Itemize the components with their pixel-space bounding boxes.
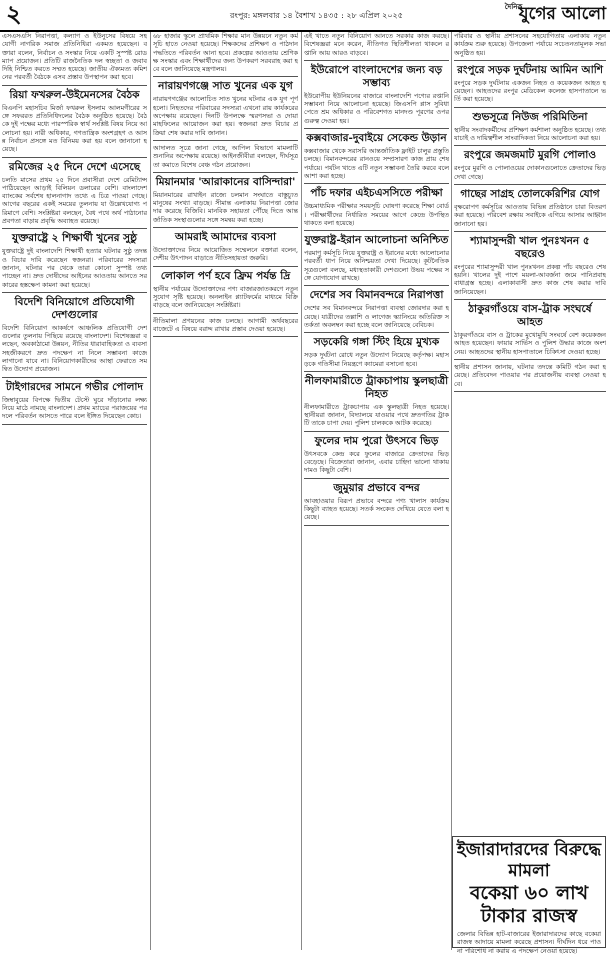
article [304,32,449,61]
divider [304,230,449,231]
divider [304,525,449,526]
article-body: নীতিমালা প্রণয়নের কাজ চলছে। আগামী অর্থবছরের বাজেটে এ বিষয়ে বরাদ্দ রাখার প্রস্তাব দেওয়া হয়েছে। [153,316,298,333]
article-body: স্থানীয় সংবাদকর্মীদের প্রশিক্ষণ কর্মশালা অনুষ্ঠিত হয়েছে। তথ্য যাচাই ও দায়িত্বশীল সাংবাদিকতা নিয়ে আলোচনা করা হয়। [454,125,606,143]
article-body: সড়ক দুর্ঘটনা রোধে নতুন উদ্যোগ নিয়েছে কর্তৃপক্ষ। মহাসড়কে গতিসীমা নিয়ন্ত্রণে ক্যামেরা বসানো হবে। [304,351,449,368]
article [304,187,449,231]
article-headline: রিয়া ফখরুল-উইমেনসের বৈঠক [9,88,140,101]
divider [2,157,147,158]
divider [153,227,298,228]
article-body: উচ্চমাধ্যমিক পরীক্ষার সময়সূচি ঘোষণা করেছে শিক্ষা বোর্ড। পরীক্ষার্থীদের নির্ধারিত সময়ের আগে কেন্দ্রে উপস্থিত থাকতে বলা হয়েছে। [304,202,449,227]
divider [153,313,298,314]
article-headline: ঠাকুরগাঁওয়ে বাস-ট্রাক সংঘর্ষে আহত [468,303,592,329]
article-body: নীলফামারীতে ট্রাকচাপায় এক স্কুলছাত্রী নিহত হয়েছে। স্থানীয়রা জানান, বিদ্যালয়ে যাওয়ার পথে দ্রুতগতির ট্রাকটি তাকে চাপা দেয়। পুলিশ চালককে আটক করেছে। [304,402,449,428]
featured-body: জেলার বিভিন্ন হাট-বাজারের ইজারাদারদের কাছে বকেয়া রাজস্ব আদায়ে মামলা করেছে প্রশাসন। দীর্ঘদিন ধরে পাওনা পরিশোধ না করায় এ পদক্ষেপ নেওয়া হয়েছে। [457,930,601,955]
article-headline: লোকাল পর্ণ হবে ফ্রিম পর্যন্ত দ্রি [160,269,291,282]
article-body: আবহাওয়ার বিরূপ প্রভাবে বন্দরে পণ্য খালাস কার্যক্রম কিছুটা ব্যাহত হয়েছে। সতর্ক সংকেত দেখিয়ে যেতে বলা হয়েছে। [304,496,449,522]
article-body: যুক্তরাষ্ট্রে দুই বাংলাদেশি শিক্ষার্থী হত্যার ঘটনার সুষ্ঠু তদন্ত ও বিচার দাবি করেছেন স্বজনরা। পরিবারের সদস্যরা জানান, ঘটনার পর থেকে তারা কোনো সুস্পষ্ট তথ্য পাচ্ছেন না। দ্রুত দোষীদের আইনের আওতায় আনতে সরকারের হস্তক্ষেপ কামনা করা হয়েছে। [2,247,147,289]
divider [2,292,147,293]
divider [454,299,606,300]
article-headline: রংপুরে জমজমাট মুরগি পোলাও [463,149,597,162]
divider [454,359,606,360]
article-headline: গাছের সাগ্রহ তোলকেরিশির যোগ [460,187,600,200]
column-2 [153,32,298,950]
article-headline: ইউরোপে বাংলাদেশের জন্য বড় সম্ভাব্য [310,63,443,89]
dateline: রংপুর: মঙ্গলবার ১৪ বৈশাখ ১৪৩৫ : ২৮ এপ্রিল ২০২৫ [230,11,403,20]
article-headline: নারায়ণগঞ্জে সাত খুনের এক যুগ [158,80,293,93]
article-body: স্থানীয় পর্যায়ের উদ্যোক্তাদের পণ্য বাজারজাতকরণে নতুন সুযোগ সৃষ্টি হয়েছে। অনলাইন প্ল্যাটফর্মের মাধ্যমে বিক্রি বাড়ছে বলে জানিয়েছেন সংশ্লিষ্টরা। [153,284,298,310]
article-body: রংপুরে মুরগি ও পোলাওয়ের দোকানগুলোতে ক্রেতাদের ভিড় দেখা গেছে। [454,164,606,181]
page-header [0,0,610,32]
divider [153,266,298,267]
divider [454,391,606,392]
divider [2,85,147,86]
article [454,149,606,185]
divider [304,431,449,432]
article [304,336,449,372]
divider [304,183,449,184]
article-body: রংপুরের শ্যামাসুন্দরী খাল পুনঃখনন প্রকল্প পাঁচ বছরেও শেষ হয়নি। খালের দুই পাশে ময়লা-আবর্জনা জমে পানিপ্রবাহ বাধাগ্রস্ত হচ্ছে। এলাকাবাসী দ্রুত কাজ শেষ করার দাবি জানিয়েছেন। [454,262,606,296]
article [153,176,298,228]
divider [454,145,606,146]
article-headline: সড়কেরি গঙ্গা স্টিং হিয়ে মুখ্যক [313,336,440,349]
article-headline: পাঁচ দফার এইচএসসিতে পরীক্ষা [310,187,443,200]
article-body: জিম্বাবুয়ের বিপক্ষে দ্বিতীয় টেস্টে ঘুরে দাঁড়ানোর লক্ষ্য নিয়ে মাঠে নামছে বাংলাদেশ। প্রথম ম্যাচের পরাজয়ের পর দলে পরিবর্তন আসতে পারে বলে ইঙ্গিত দিয়েছেন কোচ। [2,395,147,421]
article-headline: দেশের সব বিমানবন্দরে নিরাপত্তা [309,289,444,302]
article [2,381,147,425]
article-headline: আমরাই আমাদের ব্যবসা [174,231,277,244]
divider [304,332,449,333]
article-body: ইউরোপীয় ইউনিয়নের বাজারে বাংলাদেশি পণ্যের রপ্তানি সম্ভাবনা নিয়ে আলোচনা হয়েছে। জিএসপি প্লাস সুবিধা পেতে শ্রম অধিকার ও পরিবেশগত মানদণ্ড পূরণের ওপর গুরুত্ব দেওয়া হয়। [304,91,449,125]
article-body: বিএনপি মহাসচিব মির্জা ফখরুল ইসলাম আলমগীরের সঙ্গে সফররত প্রতিনিধিদলের বৈঠক অনুষ্ঠিত হয়েছে। বৈঠকে দুই পক্ষের মধ্যে পারস্পরিক স্বার্থ সংশ্লিষ্ট বিষয় নিয়ে আলোচনা হয়। নারী অধিকার, গণতান্ত্রিক অংশগ্রহণ ও আসন্ন নির্বাচন প্রসঙ্গে মত বিনিময় করা হয় বলে জানানো হয়েছে। [2,103,147,154]
article-headline: টাইগারদের সামনে গভীর পোলাদ [5,380,143,393]
article [304,289,449,333]
divider [304,478,449,479]
article-body: দেশের সব বিমানবন্দরে নিরাপত্তা ব্যবস্থা জোরদার করা হয়েছে। যাত্রীদের তল্লাশি ও লাগেজ স্ক্যানিংয়ে অতিরিক্ত সতর্কতা অবলম্বন করা হচ্ছে বলে জানিয়েছে বেবিচক। [304,304,449,329]
article [454,111,606,147]
article-headline: যুক্তরাষ্ট্র-ইরান আলোচনা অনিশ্চিত [304,234,449,247]
article-headline: রংপুরে সড়ক দুর্ঘটনায় আমিন আশি [457,63,603,76]
article-headline: শুভসূত্রে নিউজ পরিমিতিনা [472,110,588,123]
article-body: চলতি মাসের প্রথম ২৫ দিনে প্রবাসীরা দেশে রেমিট্যান্স পাঠিয়েছেন আড়াই বিলিয়ন ডলারের বেশি। বাংলাদেশ ব্যাংকের সর্বশেষ হালনাগাদ তথ্যে এ চিত্র পাওয়া গেছে। আগের বছরের একই সময়ের তুলনায় যা উল্লেখযোগ্য পরিমাণে বেশি। সংশ্লিষ্টরা বলছেন, বৈধ পথে অর্থ পাঠানোর প্রবণতা বাড়ায় প্রবৃদ্ধি অব্যাহত রয়েছে। [2,175,147,226]
article-body: কক্সবাজার থেকে সরাসরি আন্তর্জাতিক ফ্লাইট চালুর প্রস্তুতি চলছে। বিমানবন্দরের রানওয়ে সম্প্রসারণ কাজ প্রায় শেষ পর্যায়ে। পর্যটন খাতে এটি নতুন সম্ভাবনা তৈরি করবে বলে আশা করা হচ্ছে। [304,147,449,180]
article [153,80,298,140]
masthead [504,2,606,26]
article [2,232,147,292]
article [2,296,147,378]
article [304,234,449,286]
page-number: ২ [6,0,22,28]
article-headline: মিয়ানমার 'আরাকানের বাসিন্দারা' [155,175,296,188]
article-body: এই খাতে নতুন বিনিয়োগ আনতে সরকার কাজ করছে। বিশেষজ্ঞরা মনে করেন, নীতিগত স্থিতিশীলতা থাকলে রপ্তানি আয় আরও বাড়বে। [304,32,449,57]
article [304,375,449,432]
featured-story [452,836,606,955]
article-headline: জুমুয়ার প্রভাবে বন্দর [333,481,420,494]
masthead-title: যুগের আলো [518,4,606,24]
article [454,32,606,61]
article [304,64,449,129]
featured-headline-2: বকেয়া ৬০ লাখ টাকার রাজস্ব [469,882,589,927]
divider [153,76,298,77]
article-headline: ফুলের দাম পুরো উৎসবে ভিড় [314,434,439,447]
article [153,144,298,173]
article [2,161,147,230]
divider [304,371,449,372]
article-body: আদালত সূত্রে জানা গেছে, আপিল বিভাগে মামলাটি শুনানির অপেক্ষায় রয়েছে। আইনজীবীরা বলছেন, দীর্ঘসূত্রতা কমাতে বিশেষ বেঞ্চ গঠন প্রয়োজন। [153,143,298,169]
divider [454,231,606,232]
article-body: এসএসএসি নিরাপত্তা, কল্যাণ ও ইউনুসের বিষয়ে সহযোগী নাগরিক সমাজ প্রতিনিধিরা একমত হয়েছেন। বক্তারা বলেন, নির্বাচন ও সংস্কার নিয়ে একটি সুস্পষ্ট রোডম্যাপ প্রয়োজন। প্রতিটি রাজনৈতিক দল স্বচ্ছতা ও জবাবদিহি নিশ্চিত করতে সম্মত হয়েছে। জাতীয় ঐক্যমত্য কমিশনের পরবর্তী বৈঠকে এসব প্রস্তাব উপস্থাপন করা হবে। [2,32,147,82]
divider [304,128,449,129]
article-body: মিয়ানমারের রাখাইন রাজ্যে চলমান সংঘাতে বাস্তুচ্যুত মানুষের সংখ্যা বাড়ছে। সীমান্ত এলাকায় নিরাপত্তা জোরদার করেছে বিজিবি। মানবিক সহায়তা পৌঁছে দিতে আন্তর্জাতিক সংস্থাগুলোর সঙ্গে সমন্বয় করা হচ্ছে। [153,190,298,224]
article-body: বৃক্ষরোপণ কর্মসূচির আওতায় বিভিন্ন প্রতিষ্ঠানে চারা বিতরণ করা হয়েছে। পরিবেশ রক্ষায় সবাইকে এগিয়ে আসার আহ্বান জানানো হয়। [454,202,606,228]
article-body: উৎসবকে কেন্দ্র করে ফুলের বাজারে ক্রেতাদের ভিড় বেড়েছে। বিক্রেতারা জানান, এবার চাহিদা ভালো থাকায় দামও কিছুটা বেশি। [304,449,449,475]
article-headline: যুক্তরাষ্ট্রে ২ শিক্ষার্থী খুনের সুষ্ঠু [12,232,137,245]
article-headline: নীলফামারীতে ট্রাকচাপায় স্কুলছাত্রী নিহত [304,374,449,400]
article-body: রংপুরে সড়ক দুর্ঘটনায় একজন নিহত ও কয়েকজন আহত হয়েছেন। আহতদের রংপুর মেডিকেল কলেজ হাসপাতালে ভর্তি করা হয়েছে। [454,78,606,104]
divider [153,336,298,337]
article [153,32,298,77]
article-body: বিদেশি বিনিয়োগ আকর্ষণে আঞ্চলিক প্রতিযোগী দেশগুলোর তুলনায় পিছিয়ে রয়েছে বাংলাদেশ। বিশেষজ্ঞরা বলছেন, অবকাঠামো উন্নয়ন, নীতির ধারাবাহিকতা ও ব্যবসা সহজীকরণে দ্রুত পদক্ষেপ না নিলে সম্ভাবনা কাজে লাগানো যাবে না। বিনিয়োগকারীদের আস্থা ফেরাতে সমন্বিত উদ্যোগ প্রয়োজন। [2,323,147,374]
divider [2,424,147,425]
column-1 [2,32,147,950]
divider [2,377,147,378]
article-body: উদ্যোক্তাদের নিয়ে আয়োজিত সম্মেলনে বক্তারা বলেন, দেশীয় উৎপাদন বাড়াতে নীতিসহায়তা জরুরি। [153,246,298,263]
divider [304,60,449,61]
masthead-subtitle: দৈনিক [504,2,523,11]
featured-headline-1: ইজারাদারদের বিরুদ্ধে মামলা [456,840,602,881]
divider [153,172,298,173]
article [153,231,298,267]
divider [454,60,606,61]
article [454,235,606,300]
article-headline: কক্সবাজার-দুবাইয়ে সেকেন্ড উড়ান [306,132,447,145]
article-headline: বিদেশি বিনিয়োগে প্রতিযোগী দেশগুলোর [14,295,135,321]
article-body: পরমাণু কর্মসূচি নিয়ে যুক্তরাষ্ট্র ও ইরানের মধ্যে আলোচনার পরবর্তী ধাপ নিয়ে অনিশ্চয়তা দেখা দিয়েছে। কূটনৈতিক সূত্রগুলো বলছে, মধ্যস্থতাকারী দেশগুলো উভয় পক্ষের সঙ্গে যোগাযোগ রাখছে। [304,249,449,283]
divider [2,228,147,229]
article-body: নারায়ণগঞ্জের আলোচিত সাত খুনের ঘটনার এক যুগ পূর্ণ হলো। নিহতদের পরিবারের সদস্যরা এখনো রায় কার্যকরের অপেক্ষায় রয়েছেন। দিনটি উপলক্ষে স্মরণসভা ও দোয়া মাহফিলের আয়োজন করা হয়। স্বজনরা দ্রুত বিচার প্রক্রিয়া শেষ করার দাবি জানান। [153,95,298,137]
article-body: ঠাকুরগাঁওয়ে বাস ও ট্রাকের মুখোমুখি সংঘর্ষে বেশ কয়েকজন আহত হয়েছেন। ফায়ার সার্ভিস ও পুলিশ উদ্ধার কাজে অংশ নেয়। আহতদের স্থানীয় হাসপাতালে চিকিৎসা দেওয়া হচ্ছে। [454,331,606,356]
divider [153,140,298,141]
divider [454,184,606,185]
column-3 [304,32,449,950]
article [304,482,449,526]
article [2,32,147,86]
article [153,270,298,314]
article [304,435,449,479]
article-body: পরিবার ও স্থানীয় প্রশাসনের সহযোগিতায় এলাকায় নতুন কার্যক্রম শুরু হয়েছে। উপজেলা পর্যায়ে সচেতনতামূলক সভা অনুষ্ঠিত হয়। [454,32,606,57]
article [153,317,298,338]
article-headline: শ্যামাসুন্দরী খাল পুনঃখনন ৫ বছরেও [470,234,590,260]
article [454,363,606,392]
article [454,188,606,232]
divider [454,107,606,108]
article-body: ৬৮ হাজার স্কুলে প্রাথমিক শিক্ষার মান উন্নয়নে নতুন কর্মসূচি হাতে নেওয়া হয়েছে। শিক্ষকদের প্রশিক্ষণ ও পাঠদান পদ্ধতিতে পরিবর্তন আনা হবে। প্রকল্পের আওতায় শ্রেণিকক্ষ সংস্কার এবং শিক্ষার্থীদের জন্য উপকরণ সরবরাহ করা হবে বলে জানিয়েছে মন্ত্রণালয়। [153,32,298,74]
divider [304,285,449,286]
article [304,132,449,184]
article-headline: রমিজের ২৫ দিনে দেশে এসেছে [8,160,141,173]
article [454,303,606,360]
article [454,64,606,108]
article [2,89,147,158]
article-body: স্থানীয় প্রশাসন জানায়, ঘটনার তদন্তে কমিটি গঠন করা হয়েছে। প্রতিবেদন পাওয়ার পর প্রয়োজনীয় ব্যবস্থা নেওয়া হবে। [454,362,606,388]
column-4 [454,32,606,832]
